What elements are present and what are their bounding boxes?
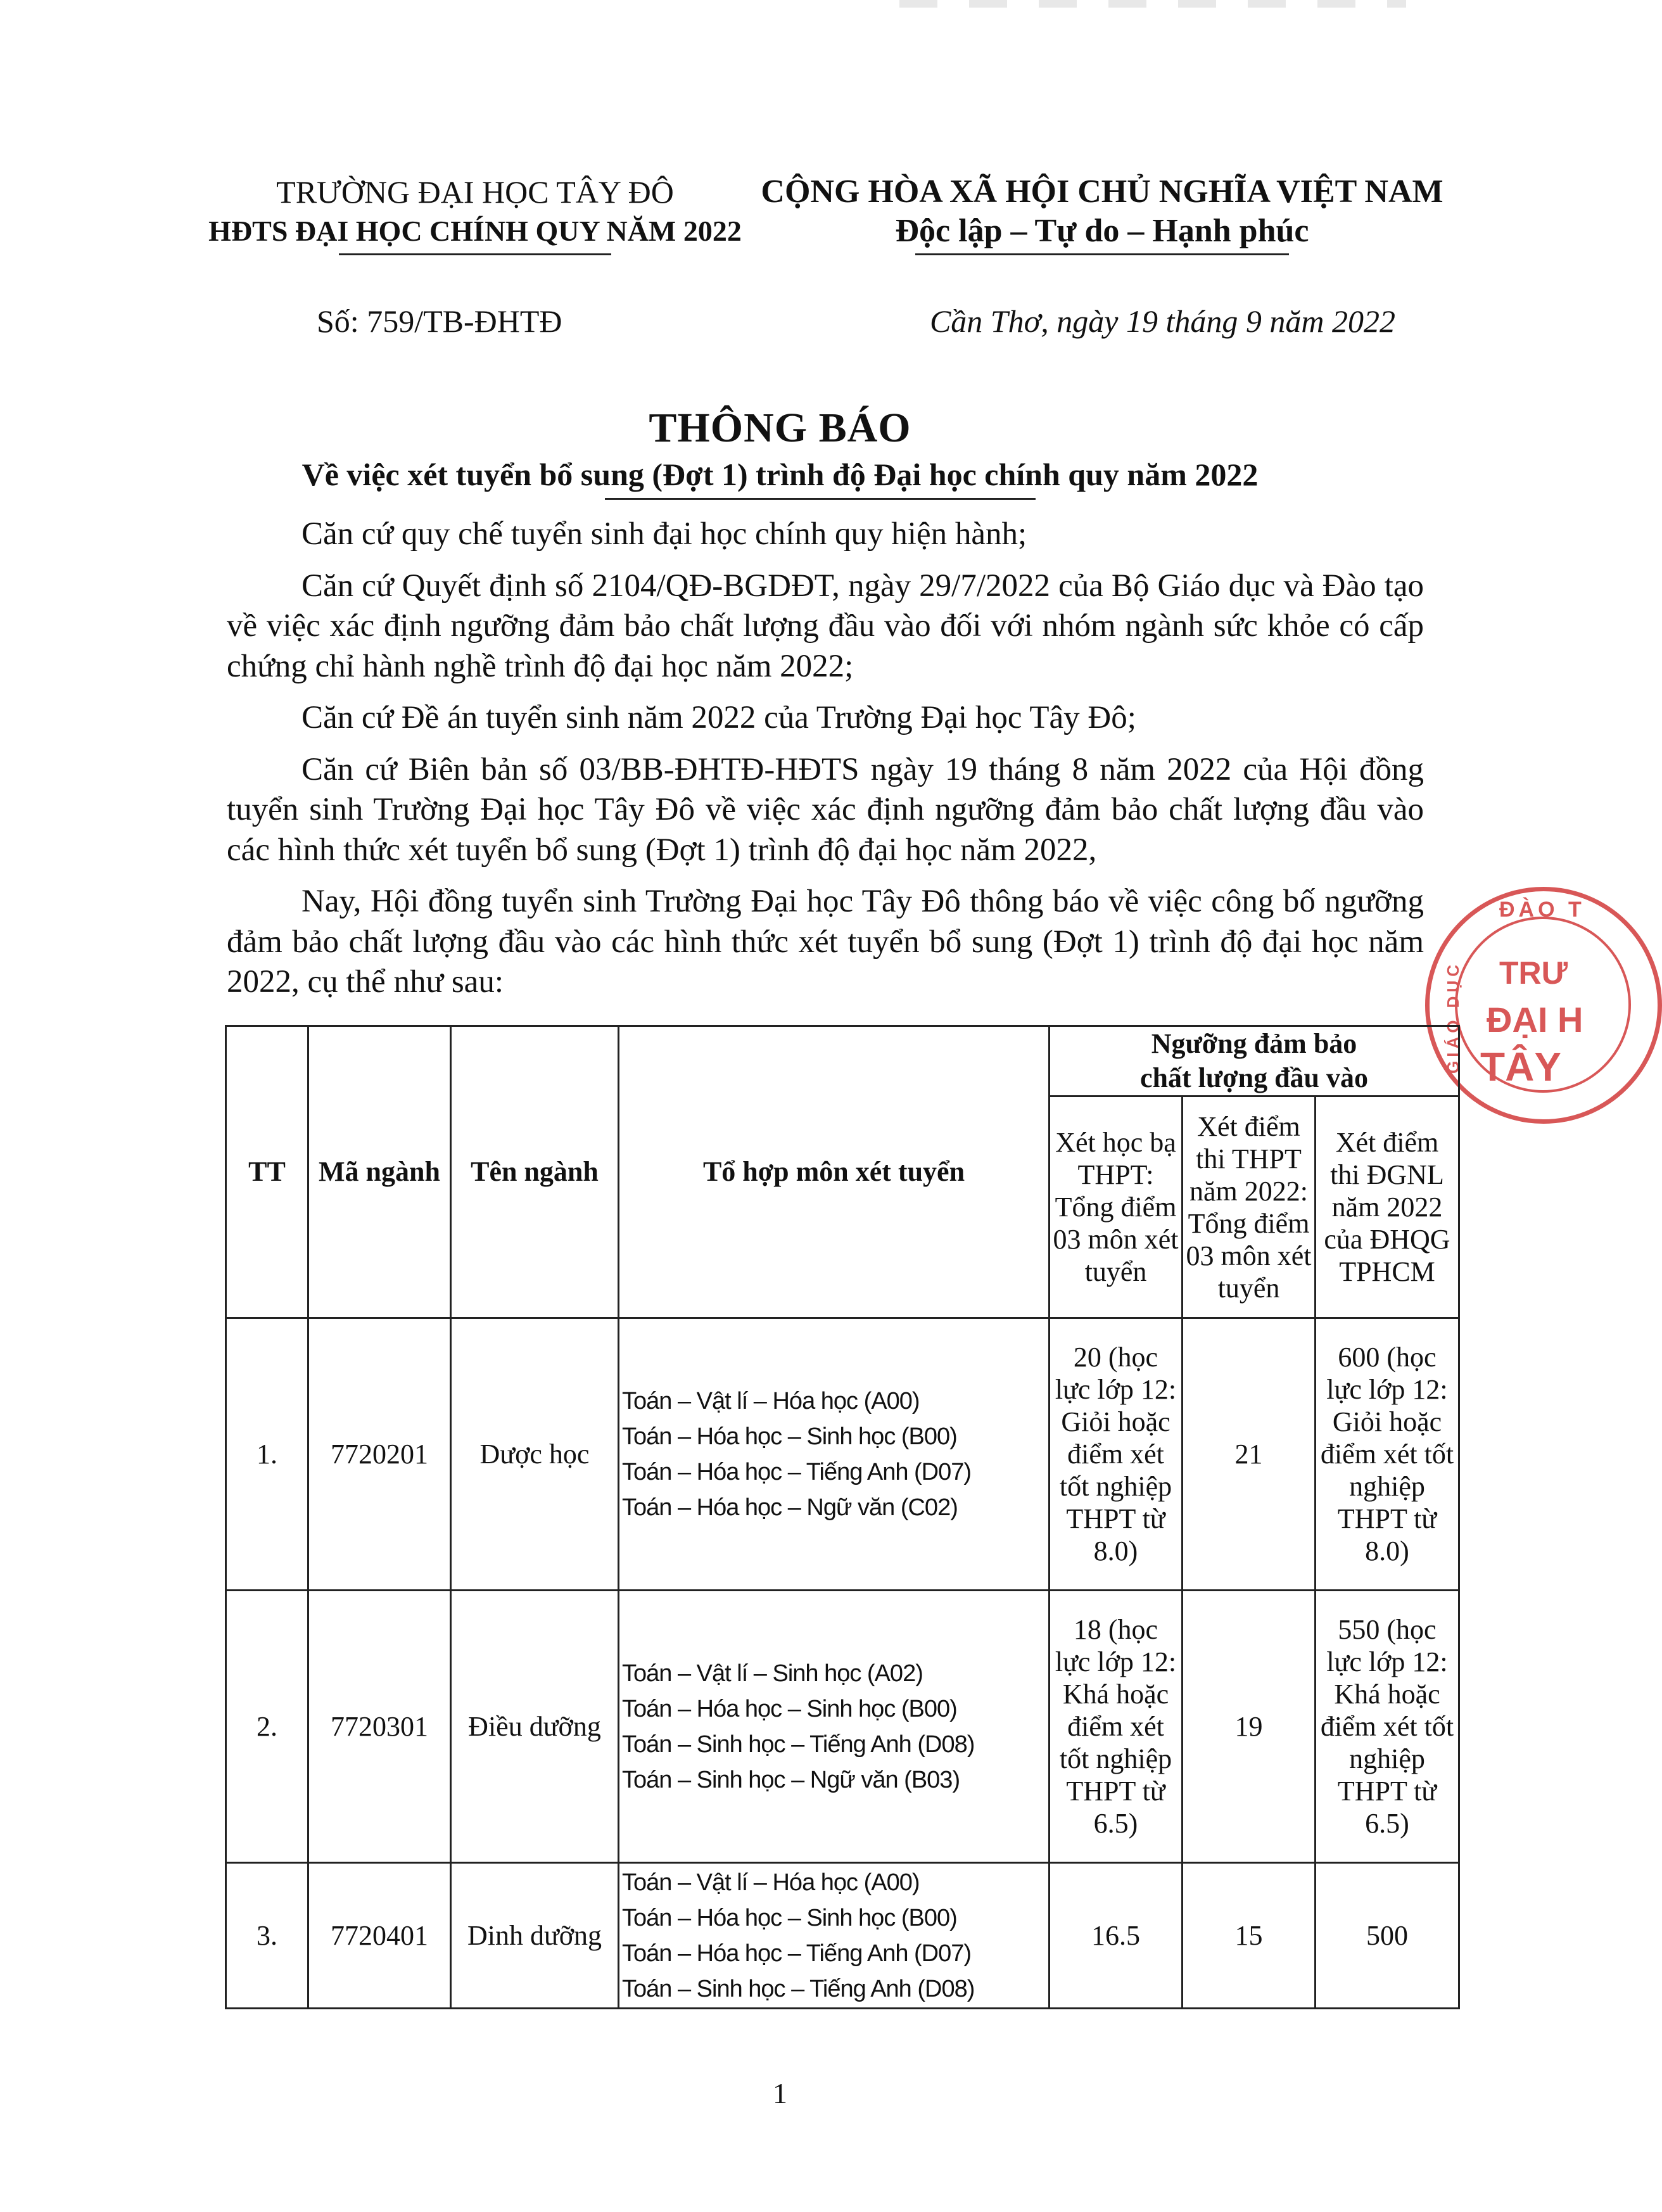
scan-artifact: [899, 0, 1406, 8]
cell-to-hop: [619, 1318, 1050, 1591]
seal-text: GIÁO DỤC: [1443, 961, 1462, 1074]
national-motto: Độc lập – Tự do – Hạnh phúc: [895, 213, 1309, 249]
cell-dgnl: 600 (học lực lớp 12: Giỏi hoặc điểm xét tốt nghiệp THPT từ 8.0): [1316, 1318, 1459, 1591]
header-hoc-ba: Xét học bạ THPT: Tổng điểm 03 môn xét tuyển: [1050, 1096, 1183, 1318]
header-ma-nganh: Mã ngành: [308, 1026, 451, 1318]
document-title: THÔNG BÁO: [649, 405, 911, 451]
combo-item: Toán – Sinh học – Tiếng Anh (D08): [622, 1975, 975, 2002]
header-right-rule: [915, 253, 1289, 255]
combo-item: Toán – Hóa học – Sinh học (B00): [622, 1904, 957, 1931]
paragraph: Căn cứ Biên bản số 03/BB-ĐHTĐ-HĐTS ngày 19 tháng 8 năm 2022 của Hội đồng tuyển sinh Trường Đại học Tây Đô về việc xác định ngưỡng đảm bảo chất lượng đầu vào các hình thức xét tuyển bổ sung (Đợt 1) trình độ đại học năm 2022,: [227, 751, 1424, 868]
admission-threshold-table: [225, 1025, 1460, 2009]
national-title: CỘNG HÒA XÃ HỘI CHỦ NGHĨA VIỆT NAM: [761, 174, 1443, 210]
document-body: [227, 514, 1424, 1014]
table-row: [226, 1863, 1459, 2009]
cell-tt: 1.: [226, 1318, 308, 1591]
header-thpt: Xét điểm thi THPT năm 2022: Tổng điểm 03 môn xét tuyển: [1183, 1096, 1316, 1318]
combo-item: Toán – Hóa học – Ngữ văn (C02): [622, 1494, 958, 1521]
header-ten-nganh: Tên ngành: [451, 1026, 619, 1318]
page-number: 1: [773, 2077, 787, 2109]
institution-name: TRƯỜNG ĐẠI HỌC TÂY ĐÔ: [276, 174, 674, 210]
paragraph: Căn cứ quy chế tuyển sinh đại học chính quy hiện hành;: [301, 516, 1027, 552]
cell-thpt: 19: [1183, 1591, 1316, 1863]
header-threshold-group: Ngưỡng đảm bảo chất lượng đầu vào: [1050, 1026, 1459, 1096]
cell-ma-nganh: 7720201: [308, 1318, 451, 1591]
paragraph: Nay, Hội đồng tuyển sinh Trường Đại học Tây Đô thông báo về việc công bố ngưỡng đảm bảo chất lượng đầu vào các hình thức xét tuyển bổ sung (Đợt 1) trình độ đại học năm 2022, cụ thể như sau:: [227, 884, 1424, 1000]
place-date: Cần Thơ, ngày 19 tháng 9 năm 2022: [929, 303, 1395, 339]
seal-text: ĐÀO T: [1499, 898, 1585, 922]
combo-item: Toán – Hóa học – Tiếng Anh (D07): [622, 1458, 972, 1485]
cell-thpt: 21: [1183, 1318, 1316, 1591]
seal-text: TRƯ: [1499, 955, 1568, 991]
cell-ten-nganh: Dược học: [451, 1318, 619, 1591]
cell-ten-nganh: Điều dưỡng: [451, 1591, 619, 1863]
header-right: [760, 172, 1444, 255]
cell-to-hop: [619, 1863, 1050, 2009]
document-subtitle: Về việc xét tuyển bổ sung (Đợt 1) trình độ Đại học chính quy năm 2022: [301, 457, 1259, 492]
council-name: HĐTS ĐẠI HỌC CHÍNH QUY NĂM 2022: [208, 215, 742, 247]
table-row: [226, 1318, 1459, 1591]
cell-tt: 2.: [226, 1591, 308, 1863]
combo-item: Toán – Vật lí – Hóa học (A00): [622, 1869, 920, 1896]
cell-thpt: 15: [1183, 1863, 1316, 2009]
header-to-hop: Tổ hợp môn xét tuyển: [619, 1026, 1050, 1318]
table-row: [226, 1591, 1459, 1863]
cell-ma-nganh: 7720401: [308, 1863, 451, 2009]
combo-item: Toán – Sinh học – Ngữ văn (B03): [622, 1766, 960, 1793]
cell-ten-nganh: Dinh dưỡng: [451, 1863, 619, 2009]
cell-to-hop: [619, 1591, 1050, 1863]
combo-item: Toán – Sinh học – Tiếng Anh (D08): [622, 1731, 975, 1758]
paragraph: Căn cứ Đề án tuyển sinh năm 2022 của Trường Đại học Tây Đô;: [301, 700, 1136, 735]
official-seal: [1425, 887, 1662, 1124]
combo-item: Toán – Hóa học – Tiếng Anh (D07): [622, 1940, 972, 1967]
header-dgnl: Xét điểm thi ĐGNL năm 2022 của ĐHQG TPHCM: [1316, 1096, 1459, 1318]
combo-item: Toán – Vật lí – Sinh học (A02): [622, 1660, 923, 1687]
cell-hoc-ba: 20 (học lực lớp 12: Giỏi hoặc điểm xét tốt nghiệp THPT từ 8.0): [1050, 1318, 1183, 1591]
paragraph: Căn cứ Quyết định số 2104/QĐ-BGDĐT, ngày 29/7/2022 của Bộ Giáo dục và Đào tạo về việc xác định ngưỡng đảm bảo chất lượng đầu vào đối với nhóm ngành sức khỏe có cấp chứng chỉ hành nghề trình độ đại học năm 2022;: [227, 568, 1424, 684]
cell-hoc-ba: 18 (học lực lớp 12: Khá hoặc điểm xét tốt nghiệp THPT từ 6.5): [1050, 1591, 1183, 1863]
cell-dgnl: 550 (học lực lớp 12: Khá hoặc điểm xét tốt nghiệp THPT từ 6.5): [1316, 1591, 1459, 1863]
seal-text: ĐẠI H: [1487, 1000, 1583, 1039]
subtitle-rule: [605, 498, 1036, 500]
header-left: [190, 172, 760, 255]
combo-item: Toán – Hóa học – Sinh học (B00): [622, 1695, 957, 1722]
cell-dgnl: 500: [1316, 1863, 1459, 2009]
document-number: Số: 759/TB-ĐHTĐ: [317, 303, 562, 339]
cell-ma-nganh: 7720301: [308, 1591, 451, 1863]
combo-item: Toán – Hóa học – Sinh học (B00): [622, 1423, 957, 1450]
cell-hoc-ba: 16.5: [1050, 1863, 1183, 2009]
combo-item: Toán – Vật lí – Hóa học (A00): [622, 1387, 920, 1414]
header-tt: TT: [226, 1026, 308, 1318]
seal-text: TÂY: [1480, 1044, 1561, 1090]
header-left-rule: [339, 253, 611, 255]
cell-tt: 3.: [226, 1863, 308, 2009]
